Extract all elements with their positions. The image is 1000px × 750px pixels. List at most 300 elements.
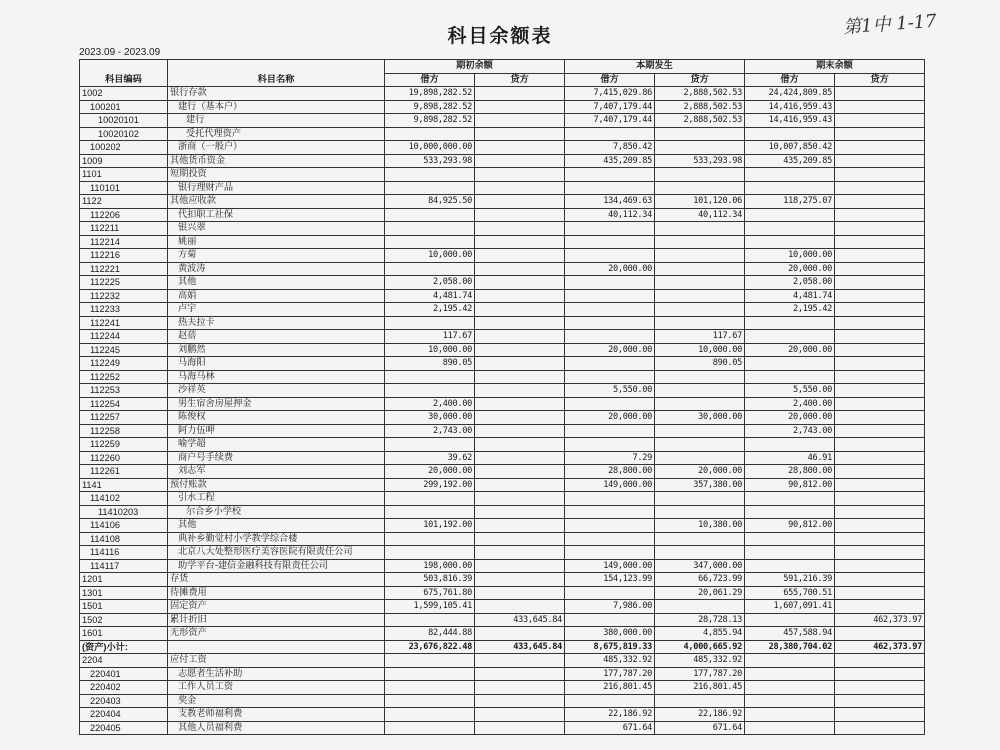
opening-debit: 503,816.39 bbox=[385, 573, 475, 587]
closing-credit bbox=[835, 438, 925, 452]
closing-credit bbox=[835, 492, 925, 506]
current-debit bbox=[565, 316, 655, 330]
current-debit bbox=[565, 276, 655, 290]
current-debit: 7,850.42 bbox=[565, 141, 655, 155]
opening-debit: 198,000.00 bbox=[385, 559, 475, 573]
closing-debit: 435,209.85 bbox=[745, 154, 835, 168]
account-code: 112257 bbox=[80, 411, 168, 425]
closing-credit bbox=[835, 141, 925, 155]
table-row bbox=[80, 546, 925, 560]
account-name: 沙祥英 bbox=[168, 384, 385, 398]
current-debit bbox=[565, 505, 655, 519]
account-name: 喻学超 bbox=[168, 438, 385, 452]
opening-credit bbox=[475, 276, 565, 290]
account-name: 北京八大处整形医疗美容医院有限责任公司 bbox=[168, 546, 385, 560]
opening-debit: 9,898,282.52 bbox=[385, 114, 475, 128]
opening-credit-header: 贷方 bbox=[475, 73, 565, 87]
closing-credit bbox=[835, 424, 925, 438]
current-credit bbox=[655, 235, 745, 249]
closing-debit bbox=[745, 222, 835, 236]
current-credit: 30,000.00 bbox=[655, 411, 745, 425]
opening-credit bbox=[475, 451, 565, 465]
closing-credit bbox=[835, 87, 925, 101]
closing-debit bbox=[745, 208, 835, 222]
current-debit: 216,801.45 bbox=[565, 681, 655, 695]
account-name: 其他 bbox=[168, 519, 385, 533]
table-row bbox=[80, 627, 925, 641]
table-row bbox=[80, 708, 925, 722]
closing-credit bbox=[835, 100, 925, 114]
account-name: 志愿者生活补助 bbox=[168, 667, 385, 681]
current-debit: 20,000.00 bbox=[565, 343, 655, 357]
current-debit bbox=[565, 492, 655, 506]
table-row bbox=[80, 519, 925, 533]
current-credit: 177,787.20 bbox=[655, 667, 745, 681]
account-name: 卢宇 bbox=[168, 303, 385, 317]
account-name: 方菊 bbox=[168, 249, 385, 263]
account-name: 代扣职工社保 bbox=[168, 208, 385, 222]
current-credit-header: 贷方 bbox=[655, 73, 745, 87]
closing-credit bbox=[835, 262, 925, 276]
table-row bbox=[80, 667, 925, 681]
opening-credit bbox=[475, 532, 565, 546]
table-row bbox=[80, 492, 925, 506]
opening-debit bbox=[385, 222, 475, 236]
opening-debit bbox=[385, 667, 475, 681]
opening-credit bbox=[475, 141, 565, 155]
table-row bbox=[80, 343, 925, 357]
closing-debit: 24,424,809.85 bbox=[745, 87, 835, 101]
opening-debit bbox=[385, 721, 475, 735]
opening-credit: 433,645.84 bbox=[475, 640, 565, 654]
table-row bbox=[80, 195, 925, 209]
current-credit: 20,000.00 bbox=[655, 465, 745, 479]
current-debit: 485,332.92 bbox=[565, 654, 655, 668]
closing-debit: 14,416,959.43 bbox=[745, 100, 835, 114]
current-debit: 177,787.20 bbox=[565, 667, 655, 681]
closing-credit bbox=[835, 222, 925, 236]
closing-credit bbox=[835, 343, 925, 357]
closing-debit bbox=[745, 316, 835, 330]
current-credit: 357,380.00 bbox=[655, 478, 745, 492]
opening-credit bbox=[475, 505, 565, 519]
current-credit: 671.64 bbox=[655, 721, 745, 735]
opening-debit: 2,400.00 bbox=[385, 397, 475, 411]
account-name: 尔合乡小学校 bbox=[168, 505, 385, 519]
account-code: 1501 bbox=[80, 600, 168, 614]
account-code: 2204 bbox=[80, 654, 168, 668]
opening-debit: 10,000,000.00 bbox=[385, 141, 475, 155]
account-name: 奖金 bbox=[168, 694, 385, 708]
current-debit: 20,000.00 bbox=[565, 262, 655, 276]
opening-credit bbox=[475, 195, 565, 209]
account-code: 220403 bbox=[80, 694, 168, 708]
current-credit bbox=[655, 600, 745, 614]
table-row bbox=[80, 654, 925, 668]
closing-debit bbox=[745, 505, 835, 519]
account-code: 112261 bbox=[80, 465, 168, 479]
table-row bbox=[80, 411, 925, 425]
opening-credit bbox=[475, 127, 565, 141]
account-name: 阿力伍呷 bbox=[168, 424, 385, 438]
closing-credit bbox=[835, 627, 925, 641]
opening-credit bbox=[475, 235, 565, 249]
current-debit: 154,123.99 bbox=[565, 573, 655, 587]
table-row bbox=[80, 235, 925, 249]
table-row bbox=[80, 681, 925, 695]
closing-credit bbox=[835, 249, 925, 263]
account-name: 建行（基本户） bbox=[168, 100, 385, 114]
current-debit bbox=[565, 694, 655, 708]
opening-debit bbox=[385, 505, 475, 519]
account-code: 114106 bbox=[80, 519, 168, 533]
account-name: 受托代理资产 bbox=[168, 127, 385, 141]
closing-debit bbox=[745, 492, 835, 506]
opening-debit: 23,676,822.48 bbox=[385, 640, 475, 654]
closing-debit: 655,700.51 bbox=[745, 586, 835, 600]
opening-credit bbox=[475, 654, 565, 668]
closing-credit bbox=[835, 168, 925, 182]
account-name: 热夫拉卡 bbox=[168, 316, 385, 330]
closing-credit bbox=[835, 330, 925, 344]
account-code: 114117 bbox=[80, 559, 168, 573]
account-name: 姚丽 bbox=[168, 235, 385, 249]
opening-debit-header: 借方 bbox=[385, 73, 475, 87]
opening-credit bbox=[475, 397, 565, 411]
current-debit bbox=[565, 181, 655, 195]
closing-credit bbox=[835, 573, 925, 587]
closing-debit bbox=[745, 532, 835, 546]
table-row bbox=[80, 181, 925, 195]
opening-debit: 19,898,282.52 bbox=[385, 87, 475, 101]
current-credit bbox=[655, 546, 745, 560]
closing-debit: 20,000.00 bbox=[745, 343, 835, 357]
opening-debit: 299,192.00 bbox=[385, 478, 475, 492]
closing-debit: 20,000.00 bbox=[745, 411, 835, 425]
table-row bbox=[80, 465, 925, 479]
account-name: 高娟 bbox=[168, 289, 385, 303]
closing-debit bbox=[745, 667, 835, 681]
current-credit bbox=[655, 141, 745, 155]
table-row bbox=[80, 438, 925, 452]
closing-credit bbox=[835, 681, 925, 695]
account-code: 1101 bbox=[80, 168, 168, 182]
current-debit bbox=[565, 289, 655, 303]
table-row bbox=[80, 222, 925, 236]
closing-credit bbox=[835, 505, 925, 519]
account-code: 1301 bbox=[80, 586, 168, 600]
closing-credit: 462,373.97 bbox=[835, 613, 925, 627]
account-name: 待摊费用 bbox=[168, 586, 385, 600]
current-debit bbox=[565, 397, 655, 411]
table-row bbox=[80, 141, 925, 155]
table-row bbox=[80, 397, 925, 411]
opening-debit: 20,000.00 bbox=[385, 465, 475, 479]
current-credit: 40,112.34 bbox=[655, 208, 745, 222]
current-credit: 2,888,502.53 bbox=[655, 87, 745, 101]
current-debit: 28,800.00 bbox=[565, 465, 655, 479]
current-credit bbox=[655, 289, 745, 303]
closing-credit-header: 贷方 bbox=[835, 73, 925, 87]
account-code: 112221 bbox=[80, 262, 168, 276]
table-row bbox=[80, 357, 925, 371]
opening-debit bbox=[385, 235, 475, 249]
opening-credit bbox=[475, 181, 565, 195]
table-row bbox=[80, 640, 925, 654]
account-code: 220401 bbox=[80, 667, 168, 681]
account-name: 引水工程 bbox=[168, 492, 385, 506]
opening-credit bbox=[475, 559, 565, 573]
table-row bbox=[80, 330, 925, 344]
current-credit bbox=[655, 168, 745, 182]
account-code: 112214 bbox=[80, 235, 168, 249]
opening-credit bbox=[475, 667, 565, 681]
table-row bbox=[80, 154, 925, 168]
opening-debit bbox=[385, 438, 475, 452]
account-code: 1502 bbox=[80, 613, 168, 627]
closing-debit: 90,812.00 bbox=[745, 478, 835, 492]
table-row bbox=[80, 505, 925, 519]
opening-debit bbox=[385, 384, 475, 398]
account-name: 典补乡勤觉村小学教学综合楼 bbox=[168, 532, 385, 546]
table-body bbox=[80, 87, 925, 735]
account-code: 100201 bbox=[80, 100, 168, 114]
closing-credit bbox=[835, 384, 925, 398]
current-credit bbox=[655, 316, 745, 330]
closing-debit: 28,380,704.02 bbox=[745, 640, 835, 654]
account-code: 1601 bbox=[80, 627, 168, 641]
current-debit-header: 借方 bbox=[565, 73, 655, 87]
account-code: 114116 bbox=[80, 546, 168, 560]
current-debit: 8,675,819.33 bbox=[565, 640, 655, 654]
opening-credit bbox=[475, 465, 565, 479]
closing-credit bbox=[835, 276, 925, 290]
account-code: (资产)小计: bbox=[80, 640, 168, 654]
balance-table bbox=[79, 59, 925, 735]
closing-debit-header: 借方 bbox=[745, 73, 835, 87]
closing-credit bbox=[835, 559, 925, 573]
opening-credit bbox=[475, 573, 565, 587]
current-debit bbox=[565, 370, 655, 384]
closing-debit: 2,058.00 bbox=[745, 276, 835, 290]
account-code: 112241 bbox=[80, 316, 168, 330]
closing-credit bbox=[835, 546, 925, 560]
account-code: 10020101 bbox=[80, 114, 168, 128]
name-header-top bbox=[168, 60, 385, 74]
opening-debit bbox=[385, 654, 475, 668]
account-name: 累计折旧 bbox=[168, 613, 385, 627]
table-row bbox=[80, 370, 925, 384]
current-debit: 435,209.85 bbox=[565, 154, 655, 168]
table-row bbox=[80, 289, 925, 303]
opening-credit bbox=[475, 249, 565, 263]
account-code: 1122 bbox=[80, 195, 168, 209]
account-name: 固定资产 bbox=[168, 600, 385, 614]
opening-debit bbox=[385, 546, 475, 560]
account-code: 220404 bbox=[80, 708, 168, 722]
closing-header: 期末余额 bbox=[745, 60, 925, 74]
account-code: 112244 bbox=[80, 330, 168, 344]
opening-debit bbox=[385, 316, 475, 330]
account-code: 112260 bbox=[80, 451, 168, 465]
current-credit bbox=[655, 694, 745, 708]
closing-credit bbox=[835, 357, 925, 371]
closing-debit: 2,743.00 bbox=[745, 424, 835, 438]
closing-debit: 591,216.39 bbox=[745, 573, 835, 587]
opening-credit bbox=[475, 384, 565, 398]
opening-debit bbox=[385, 681, 475, 695]
report-title: 科目余额表 bbox=[447, 25, 553, 47]
current-credit: 4,855.94 bbox=[655, 627, 745, 641]
closing-debit: 46.91 bbox=[745, 451, 835, 465]
opening-debit bbox=[385, 127, 475, 141]
opening-credit bbox=[475, 586, 565, 600]
current-credit bbox=[655, 249, 745, 263]
closing-credit bbox=[835, 195, 925, 209]
opening-debit: 533,293.98 bbox=[385, 154, 475, 168]
current-credit: 10,000.00 bbox=[655, 343, 745, 357]
table-row bbox=[80, 573, 925, 587]
opening-debit bbox=[385, 613, 475, 627]
opening-header: 期初余额 bbox=[385, 60, 565, 74]
opening-debit: 2,195.42 bbox=[385, 303, 475, 317]
opening-debit: 117.67 bbox=[385, 330, 475, 344]
opening-credit bbox=[475, 289, 565, 303]
opening-credit bbox=[475, 519, 565, 533]
account-name: 银行理财产品 bbox=[168, 181, 385, 195]
closing-credit: 462,373.97 bbox=[835, 640, 925, 654]
current-credit: 2,888,502.53 bbox=[655, 114, 745, 128]
account-code: 114102 bbox=[80, 492, 168, 506]
report-period: 2023.09 - 2023.09 bbox=[79, 47, 161, 58]
opening-credit bbox=[475, 357, 565, 371]
current-credit bbox=[655, 532, 745, 546]
closing-debit: 10,007,850.42 bbox=[745, 141, 835, 155]
opening-debit bbox=[385, 694, 475, 708]
opening-credit bbox=[475, 694, 565, 708]
opening-debit: 675,761.80 bbox=[385, 586, 475, 600]
account-name: 短期投资 bbox=[168, 168, 385, 182]
current-debit: 5,550.00 bbox=[565, 384, 655, 398]
account-code: 112249 bbox=[80, 357, 168, 371]
account-code: 112211 bbox=[80, 222, 168, 236]
current-credit bbox=[655, 438, 745, 452]
current-debit: 7,415,029.86 bbox=[565, 87, 655, 101]
account-name: 浙商（一般户） bbox=[168, 141, 385, 155]
opening-debit bbox=[385, 370, 475, 384]
opening-credit bbox=[475, 330, 565, 344]
current-debit: 7.29 bbox=[565, 451, 655, 465]
closing-debit bbox=[745, 559, 835, 573]
account-code: 112225 bbox=[80, 276, 168, 290]
table-row bbox=[80, 262, 925, 276]
code-header-top bbox=[80, 60, 168, 74]
closing-credit bbox=[835, 519, 925, 533]
closing-credit bbox=[835, 235, 925, 249]
current-debit bbox=[565, 519, 655, 533]
header-row-top bbox=[80, 60, 925, 74]
account-name: 存货 bbox=[168, 573, 385, 587]
current-credit bbox=[655, 384, 745, 398]
opening-credit bbox=[475, 168, 565, 182]
current-debit bbox=[565, 330, 655, 344]
table-row bbox=[80, 208, 925, 222]
opening-debit: 10,000.00 bbox=[385, 249, 475, 263]
opening-debit: 39.62 bbox=[385, 451, 475, 465]
account-code: 10020102 bbox=[80, 127, 168, 141]
closing-debit bbox=[745, 235, 835, 249]
current-credit: 22,186.92 bbox=[655, 708, 745, 722]
current-credit: 216,801.45 bbox=[655, 681, 745, 695]
table-row bbox=[80, 451, 925, 465]
current-credit bbox=[655, 492, 745, 506]
closing-credit bbox=[835, 127, 925, 141]
opening-credit bbox=[475, 114, 565, 128]
account-code: 1002 bbox=[80, 87, 168, 101]
opening-debit: 2,743.00 bbox=[385, 424, 475, 438]
closing-debit bbox=[745, 613, 835, 627]
current-debit bbox=[565, 249, 655, 263]
current-debit bbox=[565, 357, 655, 371]
current-debit bbox=[565, 222, 655, 236]
current-debit bbox=[565, 438, 655, 452]
account-code: 112245 bbox=[80, 343, 168, 357]
closing-debit bbox=[745, 330, 835, 344]
table-row bbox=[80, 586, 925, 600]
current-credit: 10,380.00 bbox=[655, 519, 745, 533]
account-name: 其他应收款 bbox=[168, 195, 385, 209]
closing-credit bbox=[835, 465, 925, 479]
account-name: 其他 bbox=[168, 276, 385, 290]
name-header: 科目名称 bbox=[168, 73, 385, 87]
opening-credit bbox=[475, 478, 565, 492]
account-name: 商户号手续费 bbox=[168, 451, 385, 465]
current-debit: 7,986.00 bbox=[565, 600, 655, 614]
closing-credit bbox=[835, 114, 925, 128]
table-row bbox=[80, 694, 925, 708]
account-code: 220402 bbox=[80, 681, 168, 695]
account-code: 112254 bbox=[80, 397, 168, 411]
table-row bbox=[80, 168, 925, 182]
closing-debit: 4,481.74 bbox=[745, 289, 835, 303]
account-code: 1141 bbox=[80, 478, 168, 492]
current-debit: 20,000.00 bbox=[565, 411, 655, 425]
opening-debit bbox=[385, 181, 475, 195]
closing-debit: 20,000.00 bbox=[745, 262, 835, 276]
account-name bbox=[168, 640, 385, 654]
closing-credit bbox=[835, 654, 925, 668]
closing-credit bbox=[835, 154, 925, 168]
opening-debit bbox=[385, 168, 475, 182]
code-header: 科目编码 bbox=[80, 73, 168, 87]
closing-debit bbox=[745, 370, 835, 384]
closing-credit bbox=[835, 208, 925, 222]
opening-debit bbox=[385, 492, 475, 506]
account-code: 114108 bbox=[80, 532, 168, 546]
closing-debit bbox=[745, 721, 835, 735]
account-name: 银行存款 bbox=[168, 87, 385, 101]
current-credit bbox=[655, 451, 745, 465]
current-debit: 134,469.63 bbox=[565, 195, 655, 209]
account-name: 刘鹏然 bbox=[168, 343, 385, 357]
current-header: 本期发生 bbox=[565, 60, 745, 74]
opening-credit bbox=[475, 492, 565, 506]
current-debit: 149,000.00 bbox=[565, 559, 655, 573]
opening-debit: 4,481.74 bbox=[385, 289, 475, 303]
closing-debit bbox=[745, 654, 835, 668]
opening-credit bbox=[475, 370, 565, 384]
closing-credit bbox=[835, 397, 925, 411]
